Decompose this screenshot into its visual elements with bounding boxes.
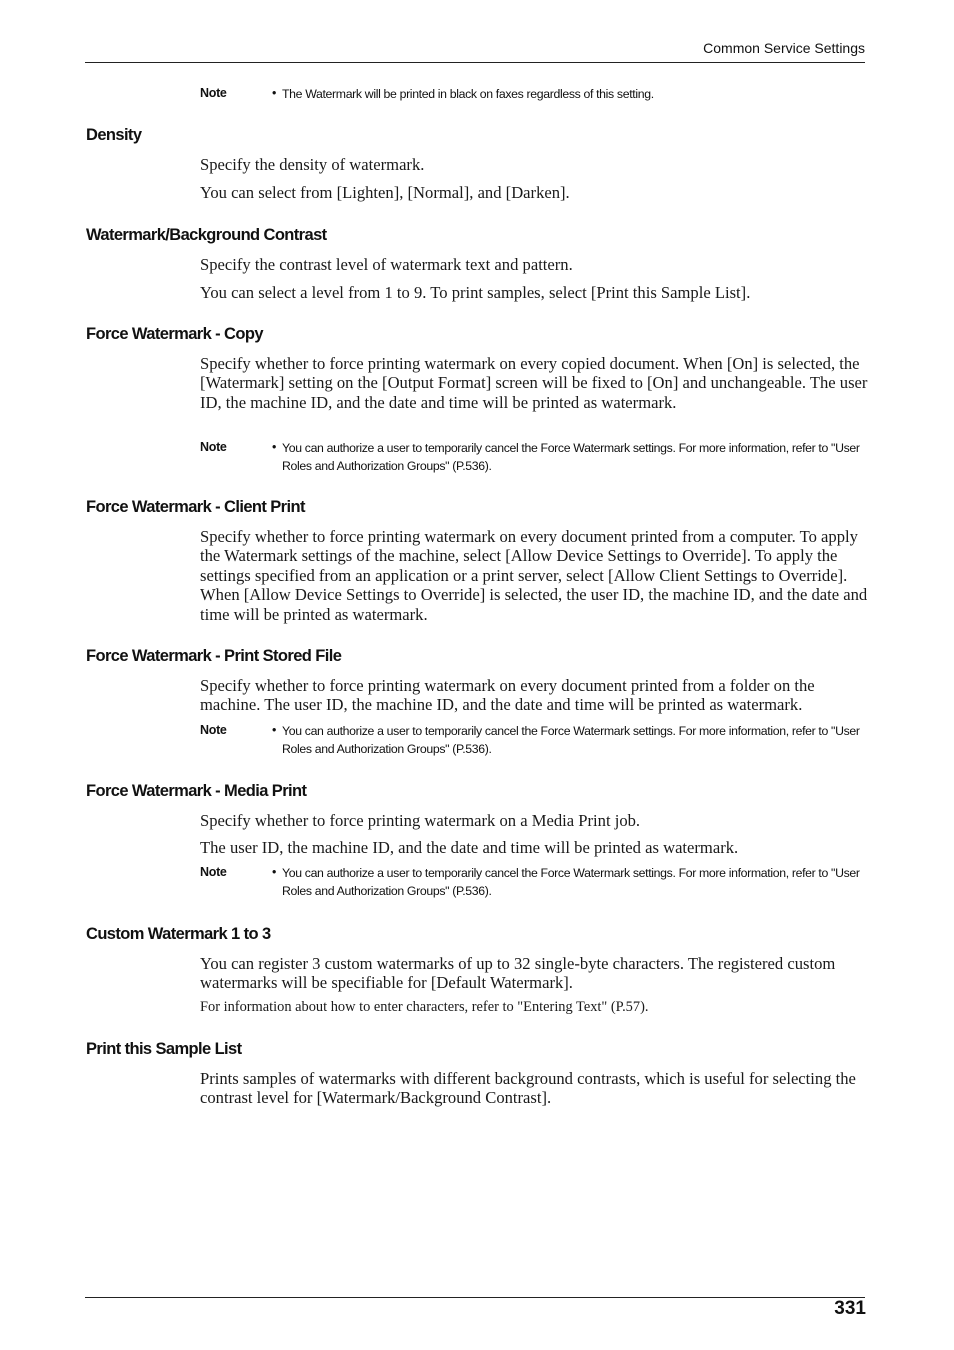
note-text: The Watermark will be printed in black on faxes regardless of this setting. bbox=[282, 87, 654, 101]
section-heading-force-watermark-copy: Force Watermark - Copy bbox=[86, 325, 263, 343]
section-heading-force-watermark-print-stored-file: Force Watermark - Print Stored File bbox=[86, 647, 342, 665]
section-heading-force-watermark-media-print: Force Watermark - Media Print bbox=[86, 782, 307, 800]
paragraph: Specify whether to force printing watermark on every document printed from a computer. To apply the Watermark settings of the machine, select [Allow Device Settings to Override]. To apply the settings specified from an application or a print server, select [Allow Client Settings to Override]. When [Allow Device Settings to Override] is selected, the user ID, the machine ID, and the date and time will be printed as watermark. bbox=[200, 527, 868, 624]
footer-rule bbox=[85, 1297, 865, 1298]
paragraph: Specify whether to force printing watermark on every document printed from a folder on the machine. The user ID, the machine ID, and the date and time will be printed as watermark. bbox=[200, 676, 815, 715]
paragraph: Specify whether to force printing watermark on a Media Print job. bbox=[200, 811, 641, 830]
note-text: You can authorize a user to temporarily cancel the Force Watermark settings. For more information, refer to "User Roles and Authorization Groups" (P.536). bbox=[282, 724, 860, 756]
section-heading-force-watermark-client-print: Force Watermark - Client Print bbox=[86, 498, 305, 516]
paragraph: Specify the contrast level of watermark text and pattern. bbox=[200, 255, 573, 274]
note-label: Note bbox=[200, 440, 227, 454]
page-number: 331 bbox=[834, 1298, 866, 1319]
header-rule bbox=[85, 62, 865, 63]
header-section-title: Common Service Settings bbox=[703, 40, 865, 56]
note-bullet: • bbox=[272, 865, 277, 879]
paragraph: Prints samples of watermarks with different background contrasts, which is useful for selecting the contrast level for [Watermark/Background Contrast]. bbox=[200, 1069, 856, 1108]
note-bullet: • bbox=[272, 440, 277, 454]
paragraph: You can select a level from 1 to 9. To print samples, select [Print this Sample List]. bbox=[200, 283, 751, 302]
paragraph: Specify the density of watermark. bbox=[200, 155, 425, 174]
paragraph: You can select from [Lighten], [Normal], and [Darken]. bbox=[200, 183, 570, 202]
note-label: Note bbox=[200, 86, 227, 100]
note-bullet: • bbox=[272, 723, 277, 737]
paragraph: You can register 3 custom watermarks of up to 32 single-byte characters. The registered custom watermarks will be specifiable for [Default Watermark]. bbox=[200, 954, 836, 993]
paragraph: Specify whether to force printing watermark on every copied document. When [On] is selected, the [Watermark] setting on the [Output Format] screen will be fixed to [On] and unchangeable. The user ID, the machine ID, and the date and time will be printed as watermark. bbox=[200, 354, 868, 412]
paragraph-small: For information about how to enter characters, refer to "Entering Text" (P.57). bbox=[200, 999, 649, 1015]
section-heading-watermark-background-contrast: Watermark/Background Contrast bbox=[86, 226, 327, 244]
note-text: You can authorize a user to temporarily cancel the Force Watermark settings. For more information, refer to "User Roles and Authorization Groups" (P.536). bbox=[282, 866, 860, 898]
note-text: You can authorize a user to temporarily cancel the Force Watermark settings. For more information, refer to "User Roles and Authorization Groups" (P.536). bbox=[282, 441, 860, 473]
paragraph: The user ID, the machine ID, and the date and time will be printed as watermark. bbox=[200, 838, 739, 857]
note-label: Note bbox=[200, 865, 227, 879]
note-bullet: • bbox=[272, 86, 277, 100]
note-label: Note bbox=[200, 723, 227, 737]
section-heading-custom-watermark: Custom Watermark 1 to 3 bbox=[86, 925, 271, 943]
section-heading-print-this-sample-list: Print this Sample List bbox=[86, 1040, 242, 1058]
section-heading-density: Density bbox=[86, 126, 142, 144]
